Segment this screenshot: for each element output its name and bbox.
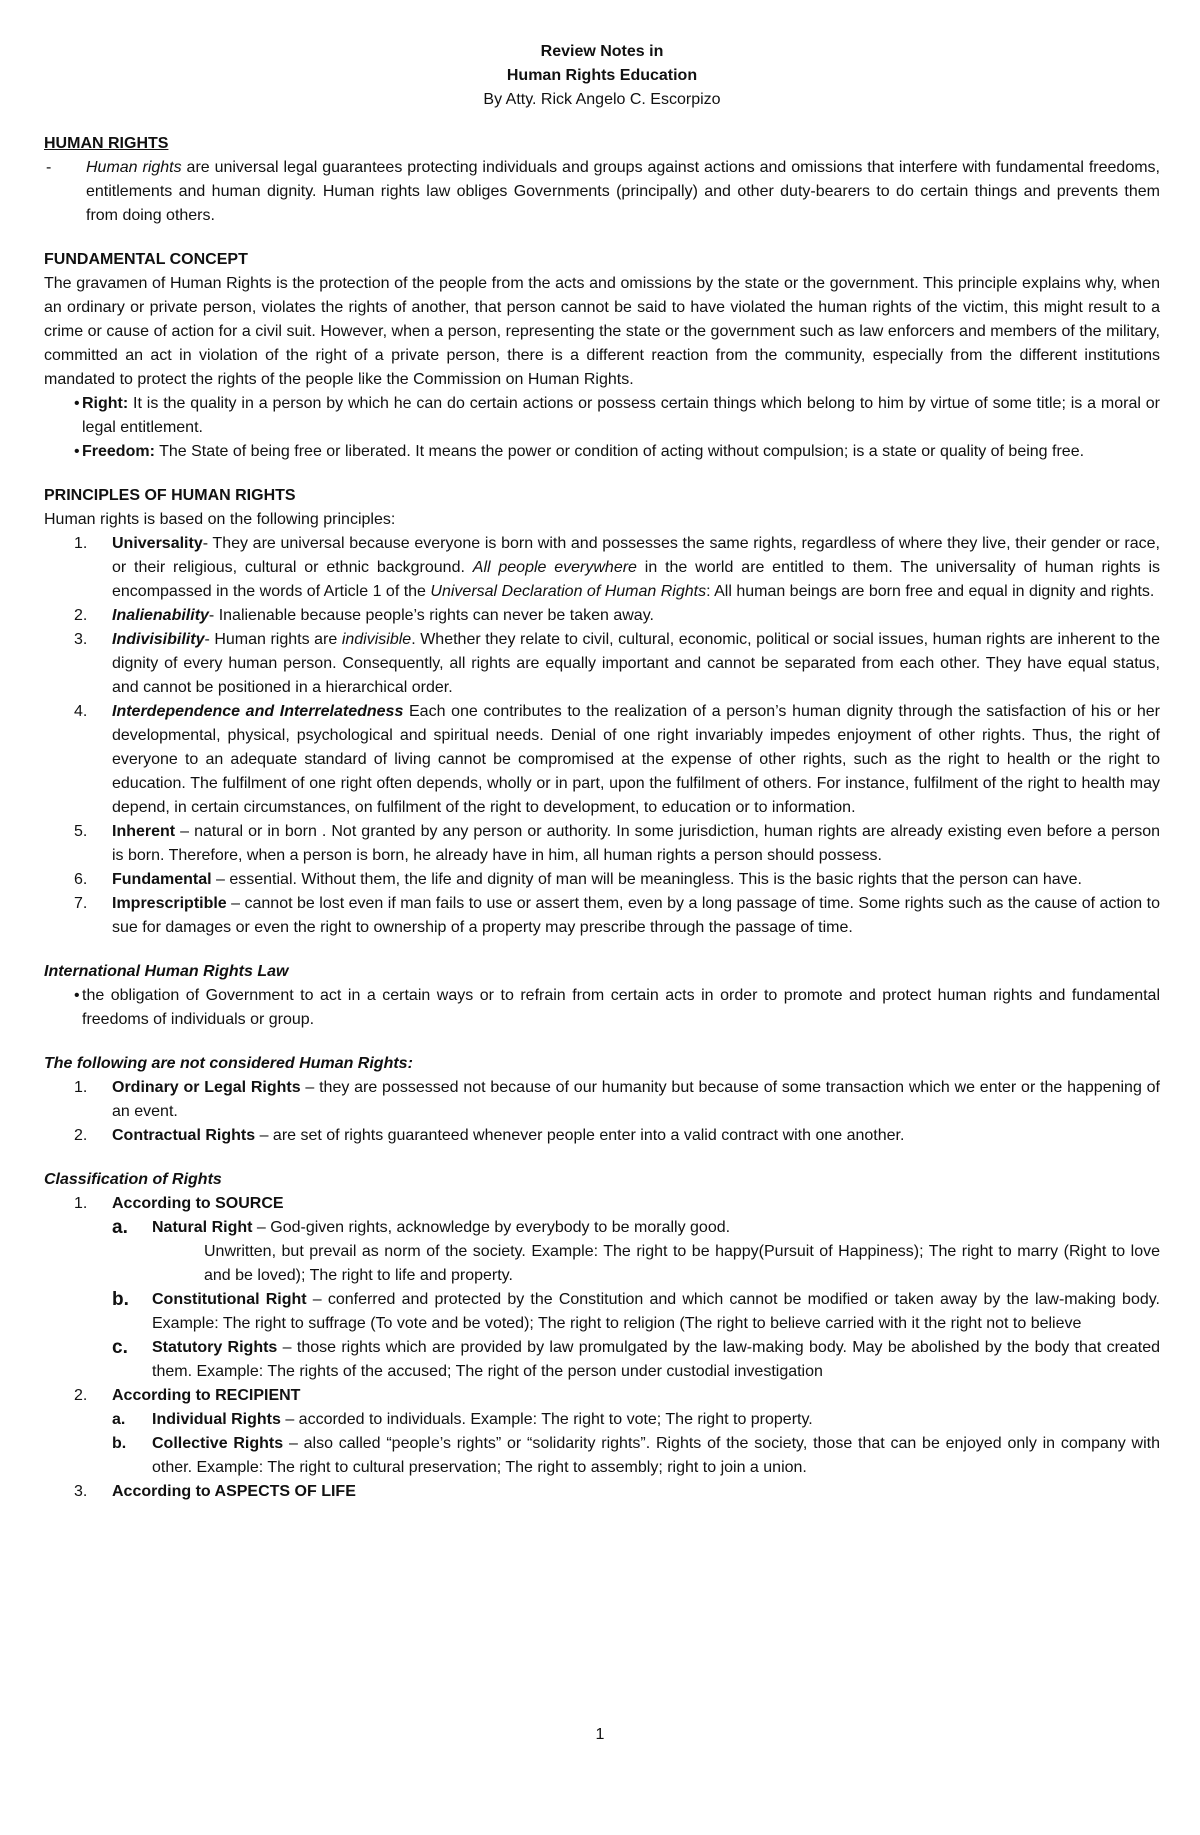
principle-italic: All people everywhere (472, 559, 637, 576)
classification-item (44, 1480, 1160, 1504)
item-number: 7. (74, 895, 88, 912)
sub-term: Natural Right (152, 1219, 253, 1236)
sub-item (44, 1336, 1160, 1384)
item-number: 6. (74, 871, 88, 888)
sub-text: – God-given rights, acknowledge by everybody to be morally good. (252, 1219, 731, 1236)
sub-text: – accorded to individuals. Example: The right to vote; The right to property. (280, 1411, 813, 1428)
not-right-item (44, 1124, 1160, 1148)
sub-term: Collective Rights (152, 1435, 284, 1452)
principle-text: . Whether they relate to civil, cultural, economic, political or social issues, human rights are inherent to the dignity of every human person. Consequently, all rights are equally important and cannot be separated from each other. They have equal status, and cannot be positioned in a hierarchical order. (112, 631, 1161, 696)
sub-letter: a. (112, 1217, 128, 1238)
sub-letter: b. (112, 1289, 129, 1310)
doc-title-line1: Review Notes in (540, 43, 664, 60)
document-page (44, 40, 1160, 1524)
principle-text: – cannot be lost even if man fails to use or assert them, even by a long passage of time. Some rights such as the cause of action to sue for damages or even the right to ownership of a property may prescribe through the passage of time. (112, 895, 1160, 936)
bullet-item (44, 392, 1160, 440)
section-fundamental-concept (44, 248, 1160, 464)
principle-term: Imprescriptible (112, 895, 227, 912)
principles-intro: Human rights is based on the following principles: (44, 511, 396, 528)
item-number: 3. (74, 631, 88, 648)
definition-text: are universal legal guarantees protecting individuals and groups against actions and omissions that interfere with fundamental freedoms, entitlements and human dignity. Human rights law obliges Governments (principally) and other duty-bearers to do certain things and prevents them from doing others. (86, 159, 1160, 224)
principle-text: Each one contributes to the realization of a person’s human dignity through the satisfaction of his or her developmental, physical, psychological and spiritual needs. Denial of one right invariably impedes enjoyment of other rights. Thus, the right of everyone to an adequate standard of living cannot be compromised at the expense of other rights, such as the right to health or the right to education. The fulfilment of one right often depends, wholly or in part, upon the fulfilment of others. For instance, fulfilment of the right to health may depend, in certain circumstances, on fulfilment of the right to development, to education or to information. (112, 703, 1160, 816)
not-right-term: Contractual Rights (112, 1127, 256, 1144)
term-freedom: Freedom: (82, 443, 155, 460)
sub-item (44, 1432, 1160, 1480)
principle-term: Universality (112, 535, 203, 552)
not-right-item (44, 1076, 1160, 1124)
principle-item (44, 892, 1160, 940)
classification-item (44, 1384, 1160, 1408)
bullet-item (44, 984, 1160, 1032)
section-not-rights (44, 1052, 1160, 1148)
principle-text: – essential. Without them, the life and dignity of man will be meaningless. This is the basic rights that the person can have. (211, 871, 1082, 888)
sub-item-extra (44, 1240, 1160, 1288)
principle-item (44, 628, 1160, 700)
item-number: 4. (74, 703, 88, 720)
principle-item (44, 604, 1160, 628)
sub-letter: a. (112, 1411, 126, 1428)
sub-text: – those rights which are provided by law promulgated by the law-making body. May be abolished by the body that created them. Example: The rights of the accused; The right of the person under custodial investigation (152, 1339, 1160, 1380)
heading-fundamental-concept: FUNDAMENTAL CONCEPT (44, 251, 248, 268)
principle-term: Inalienability (112, 607, 209, 624)
sub-extra-text: Unwritten, but prevail as norm of the society. Example: The right to be happy(Pursuit of Happiness); The right to marry (Right to love and be loved); The right to life and property. (204, 1243, 1160, 1284)
bullet-icon: • (74, 395, 80, 412)
section-ihrl (44, 960, 1160, 1032)
item-number: 3. (74, 1483, 88, 1500)
principle-text: in the world are entitled to them. The universality of human rights is encompassed in the words of Article 1 of the (112, 559, 1161, 600)
principle-text: - Inalienable because people’s rights can never be taken away. (208, 607, 654, 624)
not-right-text: – they are possessed not because of our humanity but because of some transaction which we enter or the happening of an event. (112, 1079, 1160, 1120)
principle-text: – natural or in born . Not granted by any person or authority. In some jurisdiction, human rights are already existing even before a person is born. Therefore, when a person is born, he already have in him, all human rights a person should possess. (112, 823, 1160, 864)
not-right-term: Ordinary or Legal Rights (112, 1079, 301, 1096)
heading-principles: PRINCIPLES OF HUMAN RIGHTS (44, 487, 296, 504)
not-right-text: – are set of rights guaranteed whenever people enter into a valid contract with one another. (255, 1127, 905, 1144)
section-classification (44, 1168, 1160, 1504)
heading-human-rights: HUMAN RIGHTS (44, 135, 169, 152)
principle-term: Fundamental (112, 871, 212, 888)
principle-term: Indivisibility (112, 631, 205, 648)
classification-item (44, 1192, 1160, 1216)
classification-label: According to ASPECTS OF LIFE (112, 1483, 356, 1500)
sub-letter: b. (112, 1435, 127, 1452)
page-number: 1 (595, 1726, 605, 1743)
term-right: Right: (82, 395, 129, 412)
bullet-item (44, 440, 1160, 464)
bullet-text: It is the quality in a person by which he can do certain actions or possess certain things which belong to him by virtue of some title; is a moral or legal entitlement. (82, 395, 1160, 436)
sub-letter: c. (112, 1337, 128, 1358)
principle-item (44, 700, 1160, 820)
doc-title-line2: Human Rights Education (506, 67, 698, 84)
heading-not-rights: The following are not considered Human Rights: (44, 1055, 413, 1072)
sub-item (44, 1408, 1160, 1432)
principle-text: - Human rights are (204, 631, 342, 648)
item-number: 2. (74, 1387, 88, 1404)
title-block (44, 40, 1160, 112)
item-number: 2. (74, 607, 88, 624)
sub-term: Statutory Rights (152, 1339, 278, 1356)
section-human-rights (44, 132, 1160, 228)
principle-item (44, 532, 1160, 604)
principle-text: : All human beings are born free and equal in dignity and rights. (706, 583, 1155, 600)
principle-italic: indivisible (341, 631, 412, 648)
principle-item (44, 868, 1160, 892)
principle-term: Inherent (112, 823, 176, 840)
sub-term: Individual Rights (152, 1411, 281, 1428)
item-number: 1. (74, 1079, 88, 1096)
heading-classification: Classification of Rights (44, 1171, 222, 1188)
bullet-icon: • (74, 987, 80, 1004)
classification-label: According to RECIPIENT (112, 1387, 301, 1404)
item-number: 1. (74, 535, 88, 552)
principle-italic: Universal Declaration of Human Rights (430, 583, 707, 600)
sub-term: Constitutional Right (152, 1291, 307, 1308)
item-number: 5. (74, 823, 88, 840)
item-number: 2. (74, 1127, 88, 1144)
dash-marker: - (46, 159, 52, 176)
section-principles (44, 484, 1160, 940)
item-number: 1. (74, 1195, 88, 1212)
fundamental-concept-paragraph: The gravamen of Human Rights is the protection of the people from the acts and omissions by the state or the government. This principle explains why, when an ordinary or private person, violates the rights of another, that person cannot be said to have violated the human rights of the victim, this might result to a crime or cause of action for a civil suit. However, when a person, representing the state or the government such as law enforcers and members of the military, committed an act in violation of the right of a private person, there is a different reaction from the community, especially from the different institutions mandated to protect the rights of the people like the Commission on Human Rights. (44, 275, 1160, 388)
bullet-text: the obligation of Government to act in a certain ways or to refrain from certain acts in order to promote and protect human rights and fundamental freedoms of individuals or group. (82, 987, 1160, 1028)
principle-item (44, 820, 1160, 868)
heading-ihrl: International Human Rights Law (44, 963, 289, 980)
sub-text: – conferred and protected by the Constitution and which cannot be modified or taken away by the law-making body. Example: The right to suffrage (To vote and be voted); The right to religion (The right to believe carried with it the right not to believe (152, 1291, 1161, 1332)
principle-text: - They are universal because everyone is born with and possesses the same rights, regardless of where they live, their gender or race, or their religious, cultural or ethnic background. (112, 535, 1160, 576)
principle-term: Interdependence and Interrelatedness (112, 703, 404, 720)
term-human-rights: Human rights (86, 159, 182, 176)
bullet-icon: • (74, 443, 80, 460)
sub-text: – also called “people’s rights” or “solidarity rights”. Rights of the society, those that can be enjoyed only in company with other. Example: The right to cultural preservation; The right to assembly; right to join a union. (152, 1435, 1160, 1476)
bullet-text: The State of being free or liberated. It means the power or condition of acting without compulsion; is a state or quality of being free. (154, 443, 1085, 460)
doc-author: By Atty. Rick Angelo C. Escorpizo (483, 91, 721, 108)
human-rights-definition (44, 156, 1160, 228)
sub-item (44, 1216, 1160, 1240)
sub-item (44, 1288, 1160, 1336)
classification-label: According to SOURCE (112, 1195, 284, 1212)
